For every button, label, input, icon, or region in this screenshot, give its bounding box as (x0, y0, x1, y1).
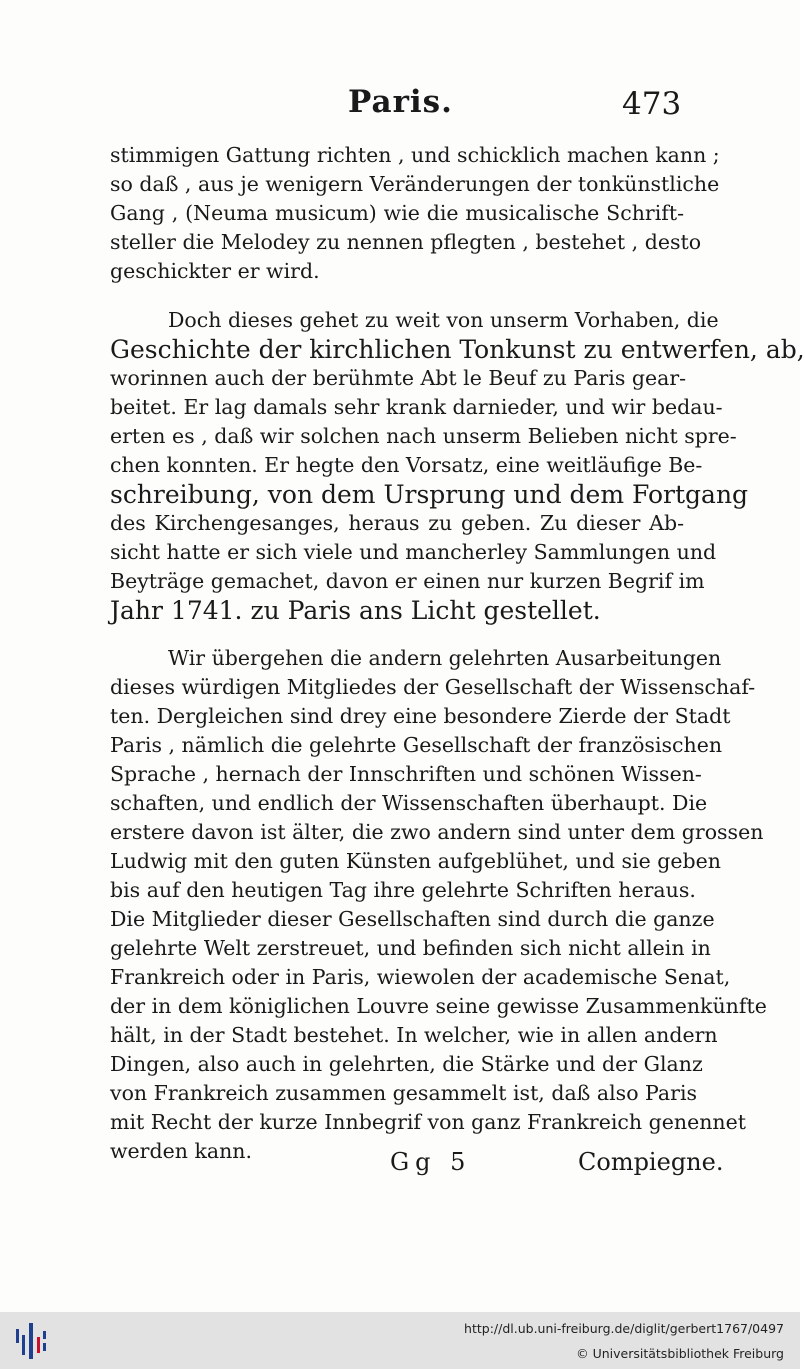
text-line: Jahr 1741. zu Paris ans Licht gestellet. (110, 596, 601, 625)
paragraph-1 (110, 141, 720, 286)
text-line: sicht hatte er sich viele und mancherley Sammlungen und (110, 540, 717, 564)
text-line: mit Recht der kurze Innbegrif von ganz Frankreich genennet (110, 1110, 746, 1134)
text-line: Gang , (Neuma musicum) wie die musicalische Schrift- (110, 201, 684, 225)
text-line: werden kann. (110, 1139, 253, 1163)
text-line: Die Mitglieder dieser Gesellschaften sind durch die ganze (110, 907, 715, 931)
text-line: von Frankreich zusammen gesammelt ist, daß also Paris (110, 1081, 698, 1105)
text-line: der in dem königlichen Louvre seine gewisse Zusammenkünfte (110, 994, 767, 1018)
text-line: steller die Melodey zu nennen pflegten , bestehet , desto (110, 230, 702, 254)
text-line: so daß , aus je wenigern Veränderungen der tonkünstliche (110, 172, 720, 196)
text-line: gelehrte Welt zerstreuet, und befinden sich nicht allein in (110, 936, 711, 960)
text-line: Ludwig mit den guten Künsten aufgeblühet, und sie geben (110, 849, 721, 873)
text-line: Geschichte der kirchlichen Tonkunst zu entwerfen, ab, (110, 335, 805, 364)
text-line: chen konnten. Er hegte den Vorsatz, eine weitläufige Be- (110, 453, 703, 477)
text-line: schaften, und endlich der Wissenschaften überhaupt. Die (110, 791, 708, 815)
text-line: worinnen auch der berühmte Abt le Beuf zu Paris gear- (110, 366, 687, 390)
page-number: 473 (622, 86, 682, 122)
signature-mark: Gg 5 (390, 1148, 472, 1176)
text-line: Frankreich oder in Paris, wiewolen der academische Senat, (110, 965, 731, 989)
text-line: des Kirchengesanges, heraus zu geben. Zu dieser Ab- (110, 511, 684, 535)
text-line: beitet. Er lag damals sehr krank darnieder, und wir bedau- (110, 395, 723, 419)
copyright-notice: © Universitätsbibliothek Freiburg (576, 1346, 784, 1361)
text-line: Sprache , hernach der Innschriften und schönen Wissen- (110, 762, 702, 786)
running-head (0, 84, 800, 124)
text-line: Beyträge gemachet, davon er einen nur kurzen Begrif im (110, 569, 705, 593)
text-line: bis auf den heutigen Tag ihre gelehrte Schriften heraus. (110, 878, 696, 902)
text-line: ten. Dergleichen sind drey eine besondere Zierde der Stadt (110, 704, 731, 728)
viewer-footer-bar (0, 1312, 800, 1369)
text-line: stimmigen Gattung richten , und schicklich machen kann ; (110, 143, 720, 167)
text-line: Dingen, also auch in gelehrten, die Stärke und der Glanz (110, 1052, 703, 1076)
text-line: erten es , daß wir solchen nach unserm Belieben nicht spre- (110, 424, 737, 448)
text-line: Doch dieses gehet zu weit von unserm Vorhaben, die (168, 308, 719, 332)
text-line: schreibung, von dem Ursprung und dem Fortgang (110, 480, 749, 509)
text-line: geschickter er wird. (110, 259, 320, 283)
text-line: Wir übergehen die andern gelehrten Ausarbeitungen (168, 646, 722, 670)
document-url-link[interactable]: http://dl.ub.uni-freiburg.de/diglit/gerbert1767/0497 (464, 1321, 784, 1336)
running-title: Paris. (348, 84, 453, 120)
paragraph-2 (110, 306, 805, 625)
text-line: erstere davon ist älter, die zwo andern sind unter dem grossen (110, 820, 764, 844)
page-footer (0, 1148, 800, 1182)
text-line: dieses würdigen Mitgliedes der Gesellschaft der Wissenschaf- (110, 675, 756, 699)
text-line: Paris , nämlich die gelehrte Gesellschaft der französischen (110, 733, 723, 757)
catchword: Compiegne. (578, 1148, 724, 1176)
text-line: hält, in der Stadt bestehet. In welcher, wie in allen andern (110, 1023, 718, 1047)
ub-freiburg-logo-icon[interactable] (10, 1319, 54, 1363)
